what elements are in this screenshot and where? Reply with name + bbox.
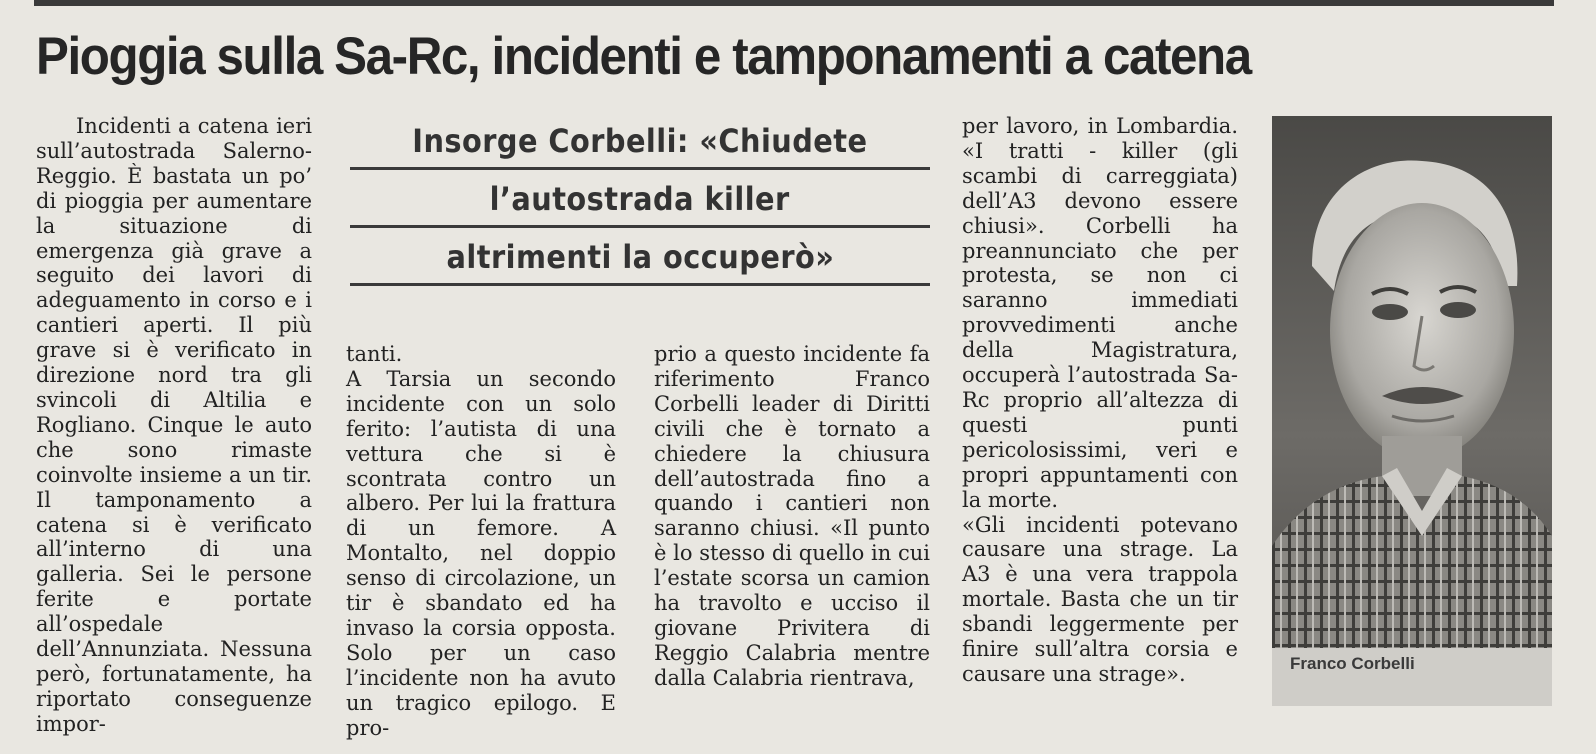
photo-frame: [1272, 116, 1552, 706]
pullquote-line-1: [350, 112, 930, 170]
photo-caption: Franco Corbelli: [1290, 654, 1415, 673]
column-1-paragraph-1: Incidenti a catena ieri sull’autostrada Salerno-Reggio. È bastata un po’ di pioggia per aumentare la situazione di emergenza già grave a seguito dei lavori di adeguamento in corso e i cantieri aperti. Il più grave si è verificato in direzione nord tra gli svincoli di Altilia e Rogliano. Cinque le auto che sono rimaste coinvolte insieme a un tir. Il tamponamento a catena si è verificato all’interno di una galleria. Sei le persone ferite e portate all’ospedale dell’Annunziata. Nessuna però, fortunatamente, ha riportato conseguenze impor-: [36, 114, 312, 736]
top-rule: [34, 0, 1554, 6]
headline: Pioggia sulla Sa-Rc, incidenti e tamponamenti a catena: [36, 27, 1251, 86]
column-3-paragraph-1: prio a questo incidente fa riferimento Franco Corbelli leader di Diritti civili che è tornato a chiedere la chiusura dell’autostrada fino a quando i cantieri non saranno chiusi. «Il punto è lo stesso di quello in cui l’estate scorsa un camion ha travolto e ucciso il giovane Privitera di Reggio Calabria mentre dalla Calabria rientrava,: [654, 342, 930, 690]
article-column-1: [36, 114, 312, 737]
pullquote-line-1-text: Insorge Corbelli: «Chiudete: [412, 122, 868, 160]
pullquote-line-3: [350, 228, 930, 286]
pullquote-line-2: [350, 170, 930, 228]
article-column-4: [962, 114, 1238, 687]
pullquote-line-2-text: l’autostrada killer: [490, 180, 790, 218]
article-column-2: [346, 342, 616, 741]
portrait-illustration: [1272, 116, 1552, 648]
article-column-3: [654, 342, 930, 691]
pullquote-line-3-text: altrimenti la occuperò»: [446, 238, 834, 276]
column-4-paragraph-2: «Gli incidenti potevano causare una strage. La A3 è una vera trappola mortale. Basta che un tir sbandi leggermente per finire sull’altra corsia e causare una strage».: [962, 512, 1238, 686]
column-2-paragraph-2: A Tarsia un secondo incidente con un solo ferito: l’autista di una vettura che si è scontrata contro un albero. Per lui la frattura di un femore. A Montalto, nel doppio senso di circolazione, un tir è sbandato ed ha invaso la corsia opposta. Solo per un caso l’incidente non ha avuto un tragico epilogo. E pro-: [346, 366, 616, 740]
portrait-photo: [1272, 116, 1552, 648]
column-4-paragraph-1: per lavoro, in Lombardia. «I tratti - killer (gli scambi di carreggiata) dell’A3 devono essere chiusi». Corbelli ha preannunciato che per protesta, se non ci saranno immediati provvedimenti anche della Magistratura, occuperà l’autostrada Sa-Rc proprio all’altezza di questi punti pericolosissimi, veri e propri appuntamenti con la morte.: [962, 114, 1238, 512]
column-2-paragraph-1: tanti.: [346, 342, 403, 366]
pullquote: [350, 112, 930, 286]
